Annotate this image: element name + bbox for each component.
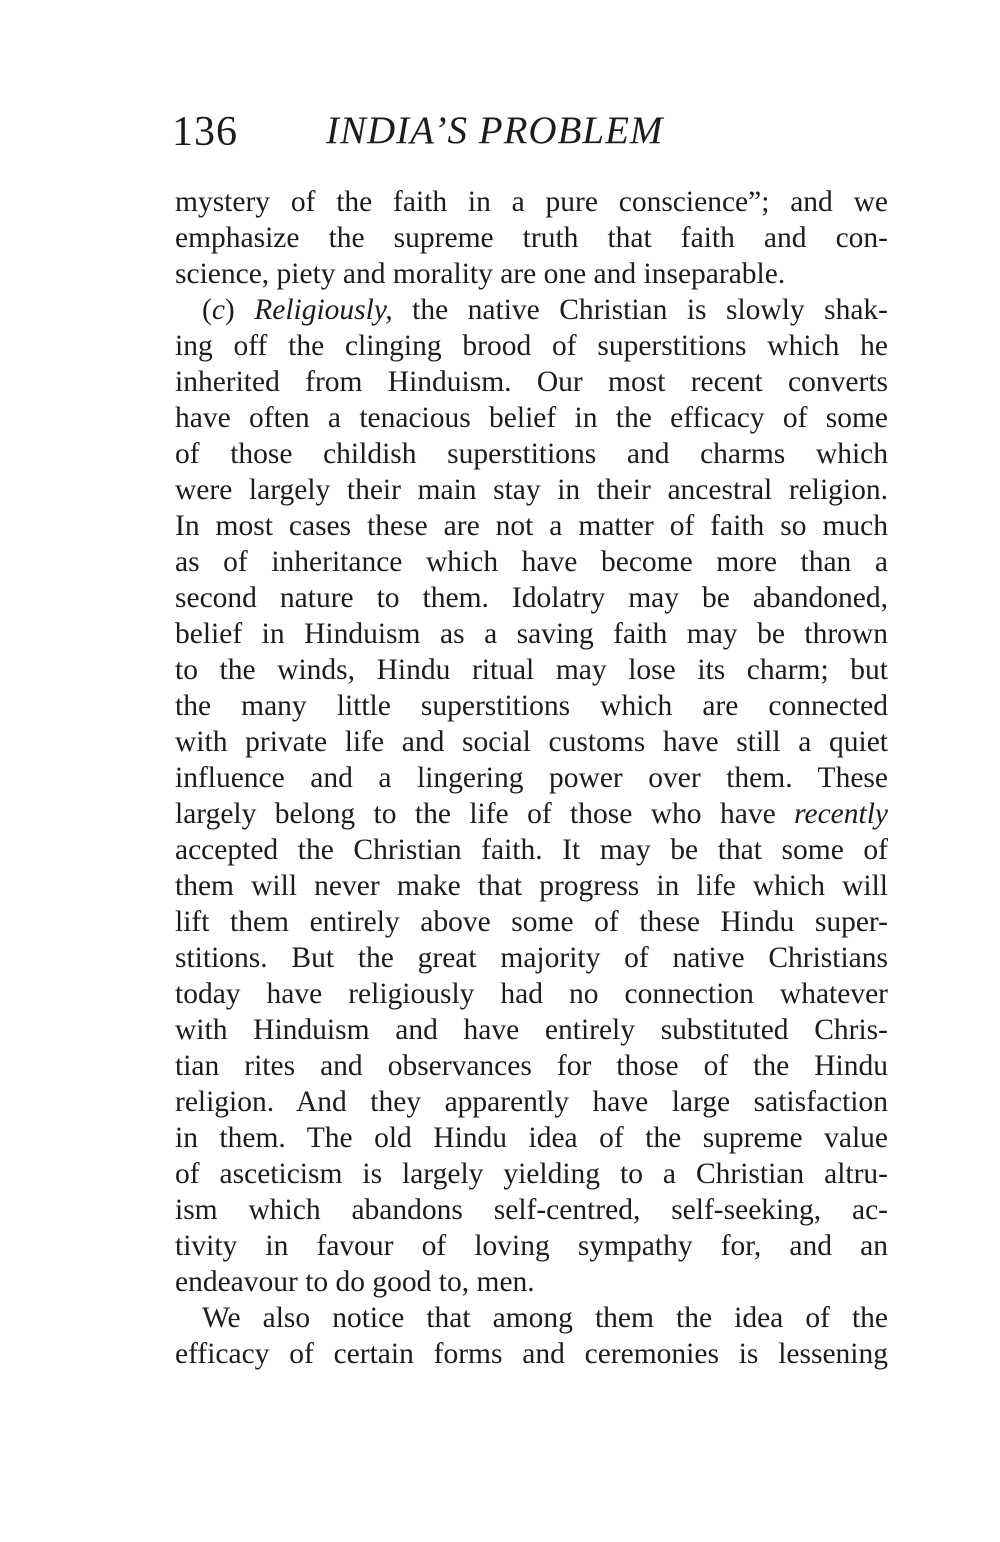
text-line: them will never make that progress in life which will (175, 870, 888, 902)
text-line: mystery of the faith in a pure conscience”; and we (175, 186, 888, 218)
text-line: endeavour to do good to, men. (175, 1266, 535, 1298)
page-number: 136 (172, 109, 238, 155)
text-line: second nature to them. Idolatry may be abandoned, (175, 582, 888, 614)
text-line: ing off the clinging brood of superstitions which he (175, 330, 888, 362)
text-line: tivity in favour of loving sympathy for, and an (175, 1230, 888, 1262)
text-line: belief in Hinduism as a saving faith may be thrown (175, 618, 888, 650)
text-line: science, piety and morality are one and inseparable. (175, 258, 786, 290)
running-head (172, 108, 792, 158)
text-line: in them. The old Hindu idea of the supreme value (175, 1122, 888, 1154)
text-line: lift them entirely above some of these Hindu super- (175, 906, 888, 938)
running-title: INDIA’S PROBLEM (326, 109, 664, 152)
text-line: inherited from Hinduism. Our most recent converts (175, 366, 888, 398)
text-line: as of inheritance which have become more than a (175, 546, 888, 578)
text-line: ism which abandons self-centred, self-seeking, ac- (175, 1194, 888, 1226)
text-line: stitions. But the great majority of native Christians (175, 942, 888, 974)
text-line: efficacy of certain forms and ceremonies is lessening (175, 1338, 888, 1370)
text-line: accepted the Christian faith. It may be that some of (175, 834, 888, 866)
text-line: the many little superstitions which are connected (175, 690, 888, 722)
text-line: tian rites and observances for those of the Hindu (175, 1050, 888, 1082)
body-text (175, 184, 888, 1372)
text-line: today have religiously had no connection whatever (175, 978, 888, 1010)
text-line: of asceticism is largely yielding to a Christian altru- (175, 1158, 888, 1190)
text-line: with Hinduism and have entirely substituted Chris- (175, 1014, 888, 1046)
text-line: emphasize the supreme truth that faith and con- (175, 222, 888, 254)
text-line: to the winds, Hindu ritual may lose its charm; but (175, 654, 888, 686)
text-line: (c) Religiously, the native Christian is slowly shak- (202, 294, 889, 326)
text-line: We also notice that among them the idea of the (202, 1302, 888, 1334)
text-line: largely belong to the life of those who have recently (175, 798, 888, 830)
text-line: with private life and social customs have still a quiet (175, 726, 888, 758)
text-line: have often a tenacious belief in the efficacy of some (175, 402, 888, 434)
text-line: religion. And they apparently have large satisfaction (175, 1086, 888, 1118)
text-line: of those childish superstitions and charms which (175, 438, 888, 470)
text-line: influence and a lingering power over them. These (175, 762, 888, 794)
text-line: were largely their main stay in their ancestral religion. (175, 474, 888, 506)
text-line: In most cases these are not a matter of faith so much (175, 510, 888, 542)
